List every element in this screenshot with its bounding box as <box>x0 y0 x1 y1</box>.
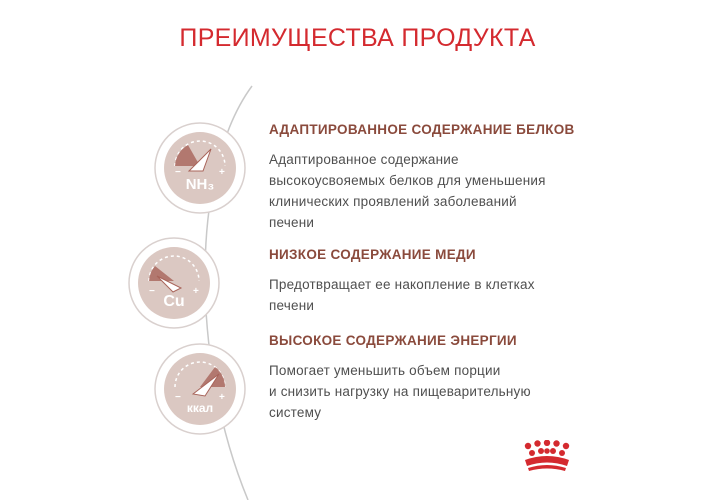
benefit-energy <box>269 332 599 423</box>
kcal-gauge-icon <box>153 342 247 436</box>
benefit-title: АДАПТИРОВАННОЕ СОДЕРЖАНИЕ БЕЛКОВ <box>269 122 575 137</box>
benefit-title: ВЫСОКОЕ СОДЕРЖАНИЕ ЭНЕРГИИ <box>269 333 517 348</box>
nh3-icon-label: NH₃ <box>185 176 215 193</box>
nh3-gauge-icon <box>153 121 247 215</box>
benefit-title: НИЗКОЕ СОДЕРЖАНИЕ МЕДИ <box>269 247 476 262</box>
svg-text:+: + <box>193 286 199 297</box>
kcal-icon-label: ккал <box>186 401 214 415</box>
cu-gauge-icon <box>127 236 221 330</box>
cu-icon-label: Cu <box>163 293 185 310</box>
page-title: ПРЕИМУЩЕСТВА ПРОДУКТА <box>179 24 536 52</box>
benefit-protein <box>269 121 599 233</box>
svg-text:−: − <box>175 167 181 178</box>
royal-canin-crown-logo <box>521 440 573 472</box>
svg-text:−: − <box>175 392 181 403</box>
benefit-description: Предотвращает ее накопление в клетках печени <box>269 277 535 313</box>
benefit-copper <box>269 246 599 316</box>
benefit-description: Адаптированное содержание высокоусвояемых белков для уменьшения клинических проявлений заболеваний печени <box>269 152 546 230</box>
benefit-description: Помогает уменьшить объем порции и снизить нагрузку на пищеварительную систему <box>269 363 531 420</box>
svg-text:−: − <box>149 286 155 297</box>
svg-text:+: + <box>219 392 225 403</box>
svg-text:+: + <box>219 167 225 178</box>
